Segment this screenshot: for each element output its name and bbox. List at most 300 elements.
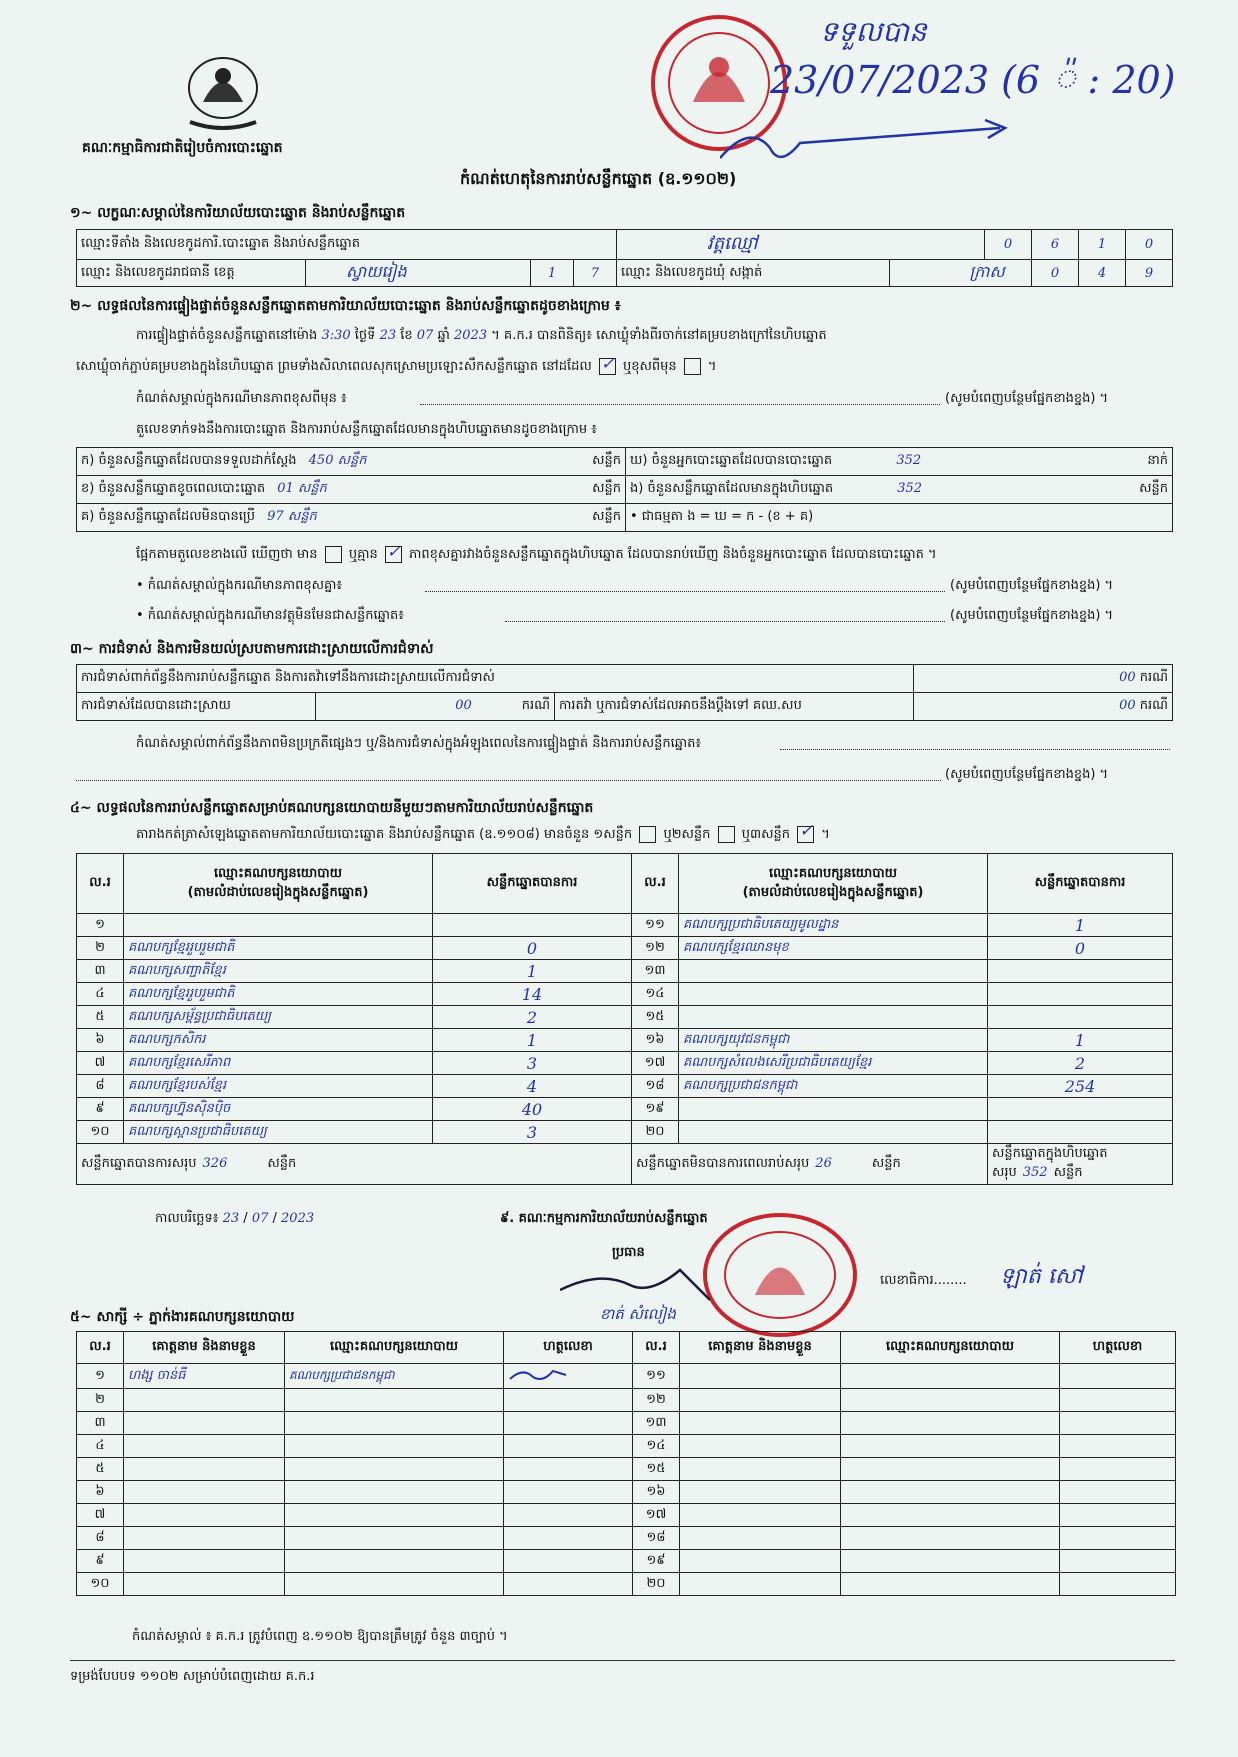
col-header: ឈ្មោះគណបក្សនយោបាយ xyxy=(285,1332,504,1364)
party-name: គណបក្សខ្មែរបស់ខ្មែរ xyxy=(124,1075,433,1098)
row-no: ១៨ xyxy=(632,1075,679,1098)
objection-table xyxy=(76,664,1173,721)
row-no: ១៣ xyxy=(633,1412,680,1435)
witness-party xyxy=(841,1412,1060,1435)
witness-party xyxy=(285,1412,504,1435)
chair-signature xyxy=(560,1260,720,1310)
text: សន្លឹកឆ្នោតបានការសរុប xyxy=(81,1155,197,1171)
row-no: ១១ xyxy=(632,914,679,937)
row-no: ២ xyxy=(77,937,124,960)
table-row xyxy=(77,937,1173,960)
irregularity-note: កំណត់សម្គាល់ពាក់ព័ន្ធនឹងភាពមិនប្រក្រតីផ្សេងៗ ឬ/និងការជំទាស់ក្នុងអំឡុងពេលនៃការផ្ទៀងផ្ទាត់ និងការរាប់សន្លឹកឆ្នោត៖ xyxy=(136,736,702,751)
vote-count: 1 xyxy=(433,960,632,983)
signature-cell xyxy=(504,1364,633,1389)
witness-name xyxy=(124,1389,285,1412)
col-header-party xyxy=(679,854,988,914)
form-footer: ទម្រង់បែបបទ ១១០២ សម្រាប់បំពេញដោយ គ.ក.រ xyxy=(70,1669,315,1684)
party-name xyxy=(124,914,433,937)
signature-cell xyxy=(504,1435,633,1458)
text: ។ គ.ក.រ បានពិនិត្យ៖ សោឃ្លុំទាំងពីរចាក់នៅគម្របខាងក្រៅនៃហិបឆ្នោត xyxy=(491,328,827,343)
year-value: 2023 xyxy=(454,328,488,343)
commune-label: ឈ្មោះ និងលេខកូដឃុំ សង្កាត់ xyxy=(617,260,890,287)
section3-heading: ៣~ ការជំទាស់ និងការមិនយល់ស្របតាមការដោះស្រាយលើការជំទាស់ xyxy=(70,641,434,657)
section1-heading: ១~ លក្ខណៈសម្គាល់នៃការិយាល័យបោះឆ្នោត និងរាប់សន្លឹកឆ្នោត xyxy=(70,205,406,221)
signature-cell xyxy=(504,1527,633,1550)
row-no: ១១ xyxy=(633,1364,680,1389)
figures-intro: តួលេខទាក់ទងនឹងការបោះឆ្នោត និងការរាប់សន្លឹកឆ្នោតដែលមានក្នុងហិបឆ្នោតមានដូចខាងក្រោម ៖ xyxy=(136,422,597,437)
row-no: ២ xyxy=(77,1389,124,1412)
fill-hint: (សូមបំពេញបន្ថែមផ្នែកខាងខ្នង) ។ xyxy=(945,391,1109,406)
text: ឬ៣សន្លឹក xyxy=(741,827,790,842)
dotted-line xyxy=(425,577,945,592)
witness-name xyxy=(680,1481,841,1504)
different-checkbox[interactable] xyxy=(684,358,701,375)
committee-label: ៩. គណៈកម្មការការិយាល័យរាប់សន្លឹកឆ្នោត xyxy=(500,1211,708,1226)
text: ង) ចំនួនសន្លឹកឆ្នោតដែលមានក្នុងហិបឆ្នោត xyxy=(630,481,834,496)
row-no: ៥ xyxy=(77,1006,124,1029)
appeal-count xyxy=(914,693,1173,721)
vote-count xyxy=(988,1098,1173,1121)
party-name: គណបក្សខ្មែររួបរួមជាតិ xyxy=(124,983,433,1006)
row-no: ១៦ xyxy=(633,1481,680,1504)
witness-party xyxy=(841,1481,1060,1504)
text: តារាងកត់ត្រាសំឡេងឆ្នោតតាមការិយាល័យបោះឆ្នោត និងរាប់សន្លឹកឆ្នោត (ឧ.១១០៨) មានចំនួន ១សន្លឹក xyxy=(136,827,633,842)
row-no: ១៦ xyxy=(632,1029,679,1052)
text: សន្លឹក xyxy=(592,509,621,524)
col-header: ល.រ xyxy=(632,854,679,914)
witness-name xyxy=(680,1412,841,1435)
witness-party xyxy=(841,1435,1060,1458)
text: នាក់ xyxy=(1147,453,1168,468)
province-label: ឈ្មោះ និងលេខកូដរាជធានី ខេត្ត xyxy=(77,260,306,287)
text: សន្លឹក xyxy=(592,453,621,468)
row-no: ១០ xyxy=(77,1121,124,1144)
row-no: ១៩ xyxy=(632,1098,679,1121)
footer-note: កំណត់សម្គាល់ ៖ គ.ក.រ ត្រូវបំពេញ ឧ.១១០២ ឱ្យបានត្រឹមត្រូវ ចំនួន ៣ច្បាប់ ។ xyxy=(132,1629,508,1644)
party-name: គណបក្សប្រជាធិបតេយ្យមូលដ្ឋាន xyxy=(679,914,988,937)
party-name xyxy=(679,960,988,983)
vote-count: 254 xyxy=(988,1075,1173,1098)
table-row xyxy=(77,1052,1173,1075)
witness-name xyxy=(680,1504,841,1527)
total-invalid-value: 26 xyxy=(815,1155,832,1171)
witness-party xyxy=(285,1504,504,1527)
row-no: ៧ xyxy=(77,1052,124,1075)
witness-party: គណបក្សប្រជាជនកម្ពុជា xyxy=(285,1364,504,1389)
figures-row xyxy=(77,448,1173,476)
row-no: ១៤ xyxy=(632,983,679,1006)
party-name: គណបក្សខ្មែរសេរីភាព xyxy=(124,1052,433,1075)
text: ផ្អែកតាមតួលេខខាងលើ ឃើញថា មាន xyxy=(136,547,318,562)
bullet-note-2: • កំណត់សម្គាល់ក្នុងករណីមានវត្ថុមិនមែនជាសន្លឹកឆ្នោត៖ xyxy=(136,608,404,623)
witness-party xyxy=(841,1364,1060,1389)
table-row xyxy=(77,1435,1176,1458)
footer-rule xyxy=(70,1660,1175,1661)
row-no: ៨ xyxy=(77,1527,124,1550)
vote-count: 1 xyxy=(433,1029,632,1052)
count-date: កាលបរិច្ឆេទ៖ 23 / 07 / 2023 xyxy=(155,1211,315,1226)
row-no: ២០ xyxy=(633,1573,680,1596)
total-valid-value: 326 xyxy=(202,1155,228,1171)
text: ឈ្មោះគណបក្សនយោបាយ xyxy=(214,865,342,881)
text: (តាមលំដាប់លេខរៀងក្នុងសន្លឹកឆ្នោត) xyxy=(187,884,369,900)
section2-para2: សោឃ្លុំចាក់ភ្ជាប់គម្របខាងក្នុងនៃហិបឆ្នោត ព្រមទាំងសិលាពេលសុកស្រោមប្រឡោះសឹកសន្លឹកឆ្នោត នៅដដែល ✓ ឬខុសពីមុន ។ xyxy=(76,354,717,374)
signature-cell xyxy=(504,1573,633,1596)
party-name xyxy=(679,1098,988,1121)
row-no: ៩ xyxy=(77,1098,124,1121)
table-row xyxy=(77,914,1173,937)
text: ក) ចំនួនសន្លឹកឆ្នោតដែលបានទទួលដាក់ស្តែង xyxy=(81,453,297,468)
signature-cell xyxy=(504,1550,633,1573)
signature-cell xyxy=(1060,1412,1176,1435)
signature-cell xyxy=(1060,1435,1176,1458)
signature-cell xyxy=(504,1458,633,1481)
resolved-label: ការជំទាស់ដែលបានដោះស្រាយ xyxy=(77,693,316,721)
date-month: 07 xyxy=(251,1211,269,1226)
figure-value: 352 xyxy=(897,481,923,496)
emblem-logo xyxy=(178,52,268,134)
code-digit: 1 xyxy=(1079,230,1126,260)
table-row xyxy=(77,1121,1173,1144)
secretary-label: លេខាធិការ........ xyxy=(880,1273,967,1288)
vote-count: 3 xyxy=(433,1121,632,1144)
col-header: ល.រ xyxy=(77,1332,124,1364)
total-valid xyxy=(77,1144,632,1185)
signature-cell xyxy=(504,1481,633,1504)
date-year: 2023 xyxy=(281,1211,315,1226)
text: ខ) ចំនួនសន្លឹកឆ្នោតខូចពេលបោះឆ្នោត xyxy=(81,481,266,496)
col-header: សន្លឹកឆ្នោតបានការ xyxy=(433,854,632,914)
pen-stroke xyxy=(720,118,1020,178)
section2-heading: ២~ លទ្ធផលនៃការផ្ទៀងផ្ទាត់ចំនួនសន្លឹកឆ្នោតតាមការិយាល័យបោះឆ្នោត និងរាប់សន្លឹកឆ្នោតដូចខាងក្រោម ៖ xyxy=(70,298,621,314)
text: ករណី xyxy=(1139,698,1168,713)
party-name: គណបក្សកសិករ xyxy=(124,1029,433,1052)
two-sheet-checkbox[interactable] xyxy=(718,826,735,843)
party-name: គណបក្សយុវជនកម្ពុជា xyxy=(679,1029,988,1052)
row-no: ១០ xyxy=(77,1573,124,1596)
location-value: វត្តឈ្មៅ xyxy=(617,230,985,260)
text: ភាពខុសគ្នារវាងចំនួនសន្លឹកឆ្នោតក្នុងហិបឆ្នោត ដែលបានរាប់ឃើញ និងចំនួនអ្នកបោះឆ្នោត ដែលបានបោះឆ្នោត ។ xyxy=(409,547,937,562)
org-name: គណៈកម្មាធិការជាតិរៀបចំការបោះឆ្នោត xyxy=(82,140,283,156)
witness-party xyxy=(285,1573,504,1596)
witness-name xyxy=(124,1458,285,1481)
code-digit: 4 xyxy=(1079,260,1126,287)
col-header: ល.រ xyxy=(633,1332,680,1364)
text: សន្លឹក xyxy=(1053,1165,1083,1180)
text: លេខាធិការ xyxy=(880,1273,934,1288)
diff-note-label: កំណត់សម្គាល់ក្នុងករណីមានភាពខុសពីមុន ៖ xyxy=(136,391,347,406)
witness-name xyxy=(124,1435,285,1458)
vote-count: 14 xyxy=(433,983,632,1006)
count-value: 00 xyxy=(455,698,472,713)
witness-signature xyxy=(508,1365,568,1383)
dotted-line xyxy=(780,735,1170,750)
signature-cell xyxy=(1060,1550,1176,1573)
month-value: 07 xyxy=(416,328,434,343)
figures-table xyxy=(76,447,1173,532)
party-name: គណបក្សសញ្ជាតិខ្មែរ xyxy=(124,960,433,983)
fill-hint: (សូមបំពេញបន្ថែមផ្នែកខាងខ្នង) ។ xyxy=(945,767,1109,782)
text: សោឃ្លុំចាក់ភ្ជាប់គម្របខាងក្នុងនៃហិបឆ្នោត ព្រមទាំងសិលាពេលសុកស្រោមប្រឡោះសឹកសន្លឹកឆ្នោត នៅដដែល xyxy=(76,359,592,374)
table-row xyxy=(77,1098,1173,1121)
text: ឬគ្មាន xyxy=(348,547,378,562)
row-no: ៦ xyxy=(77,1481,124,1504)
witness-name xyxy=(680,1573,841,1596)
witness-name xyxy=(124,1481,285,1504)
row-no: ៤ xyxy=(77,983,124,1006)
results-table xyxy=(76,853,1173,1185)
bullet-note-1: • កំណត់សម្គាល់ក្នុងករណីមានភាពខុសគ្នា៖ xyxy=(136,578,343,593)
signature-cell xyxy=(1060,1458,1176,1481)
witness-party xyxy=(285,1481,504,1504)
dotted-line xyxy=(76,766,941,781)
total-invalid xyxy=(632,1144,988,1185)
witness-party xyxy=(841,1504,1060,1527)
figures-row xyxy=(77,476,1173,504)
row-no: ១៥ xyxy=(632,1006,679,1029)
signature-cell xyxy=(1060,1389,1176,1412)
vote-count: 0 xyxy=(433,937,632,960)
signature-cell xyxy=(504,1412,633,1435)
row-no: ១៧ xyxy=(632,1052,679,1075)
code-digit: 0 xyxy=(1032,260,1079,287)
witness-name xyxy=(680,1364,841,1389)
row-no: ៤ xyxy=(77,1435,124,1458)
row-no: ២០ xyxy=(632,1121,679,1144)
figures-row xyxy=(77,504,1173,532)
figure-left xyxy=(77,504,626,532)
row-no: ៥ xyxy=(77,1458,124,1481)
witness-name xyxy=(680,1550,841,1573)
witness-name xyxy=(124,1412,285,1435)
figure-value: 352 xyxy=(896,453,922,468)
witness-name xyxy=(680,1527,841,1550)
total-box-value: 352 xyxy=(1022,1165,1048,1180)
col-header: ហត្ថលេខា xyxy=(504,1332,633,1364)
figure-left xyxy=(77,448,626,476)
text: ករណី xyxy=(521,698,550,713)
dotted-line xyxy=(505,607,945,622)
witness-name xyxy=(124,1504,285,1527)
same-checkbox[interactable]: ✓ xyxy=(600,354,615,373)
vote-count: 0 xyxy=(988,937,1173,960)
no-diff-checkbox[interactable]: ✓ xyxy=(386,542,401,561)
row-no: ១៥ xyxy=(633,1458,680,1481)
count-value: 00 xyxy=(1119,698,1136,713)
witness-table xyxy=(76,1331,1176,1596)
secretary-name: ឡាត់ សៅ xyxy=(1000,1264,1083,1289)
page-title: កំណត់ហេតុនៃការរាប់សន្លឹកឆ្នោត (ឧ.១១០២) xyxy=(460,169,737,188)
witness-party xyxy=(841,1573,1060,1596)
text: សន្លឹកឆ្នោតក្នុងហិបឆ្នោតសរុប xyxy=(992,1146,1108,1180)
party-name: គណបក្សសម្ព័ន្ធប្រជាធិបតេយ្យ xyxy=(124,1006,433,1029)
vote-count xyxy=(988,1006,1173,1029)
resolved-count xyxy=(316,693,555,721)
row-no: ១២ xyxy=(633,1389,680,1412)
text: ករណី xyxy=(1139,670,1168,685)
objection-label: ការជំទាស់ពាក់ព័ន្ធនឹងការរាប់សន្លឹកឆ្នោត និងការតវ៉ាទៅនឹងការដោះស្រាយលើការជំទាស់ xyxy=(77,665,914,693)
signature-cell xyxy=(1060,1573,1176,1596)
party-name: គណបក្សសំលេងសេរីប្រជាធិបតេយ្យខ្មែរ xyxy=(679,1052,988,1075)
row-no: ១២ xyxy=(632,937,679,960)
witness-name xyxy=(680,1458,841,1481)
party-name: គណបក្សហ្វ៊ុនស៊ិនប៉ិច xyxy=(124,1098,433,1121)
signature-cell xyxy=(1060,1527,1176,1550)
text: • ជាធម្មតា ង = ឃ = ក - (ខ + គ) xyxy=(630,509,814,524)
witness-name xyxy=(124,1573,285,1596)
witness-name: ហង្ស ចាន់ធី xyxy=(124,1364,285,1389)
vote-count: 4 xyxy=(433,1075,632,1098)
section1-table xyxy=(76,229,1173,287)
location-label: ឈ្មោះទីតាំង និងលេខកូដការិ.បោះឆ្នោត និងរាប់សន្លឹកឆ្នោត xyxy=(77,230,617,260)
row-no: ៣ xyxy=(77,1412,124,1435)
figure-right xyxy=(626,504,1173,532)
table-row xyxy=(77,1550,1176,1573)
row-no: ៣ xyxy=(77,960,124,983)
table-row xyxy=(77,960,1173,983)
text: ឬ២សន្លឹក xyxy=(663,827,711,842)
witness-name xyxy=(124,1550,285,1573)
vote-count: 40 xyxy=(433,1098,632,1121)
day-value: 23 xyxy=(379,328,397,343)
text: ថ្ងៃទី xyxy=(354,328,376,343)
text: សន្លឹក xyxy=(871,1155,901,1171)
count-value: 00 xyxy=(1119,670,1136,685)
province-value: ស្វាយរៀង xyxy=(306,260,531,287)
text: សន្លឹក xyxy=(592,481,621,496)
handwritten-date: 23/07/2023 (6 ៉ : 20) xyxy=(770,58,1176,102)
red-seal-bottom xyxy=(700,1210,860,1340)
witness-party xyxy=(841,1458,1060,1481)
vote-count xyxy=(988,1121,1173,1144)
signature-cell xyxy=(504,1389,633,1412)
text: (តាមលំដាប់លេខរៀងក្នុងសន្លឹកឆ្នោត) xyxy=(742,884,924,900)
figure-left xyxy=(77,476,626,504)
col-header: ល.រ xyxy=(77,854,124,914)
code-digit: 9 xyxy=(1126,260,1173,287)
row-no: ៦ xyxy=(77,1029,124,1052)
handwritten-note: ទទួលបាន xyxy=(820,15,927,48)
witness-party xyxy=(841,1527,1060,1550)
diff-check-line xyxy=(136,542,937,565)
signature-cell xyxy=(504,1504,633,1527)
text: ខែ xyxy=(400,328,413,343)
text: សន្លឹក xyxy=(267,1155,297,1171)
total-box xyxy=(988,1144,1173,1185)
table-row xyxy=(77,1412,1176,1435)
table-row xyxy=(77,1389,1176,1412)
party-name: គណបក្សខ្មែររួបរួមជាតិ xyxy=(124,937,433,960)
row-no: ៧ xyxy=(77,1504,124,1527)
table-row xyxy=(77,1029,1173,1052)
section4-heading: ៤~ លទ្ធផលនៃការរាប់សន្លឹកឆ្នោតសម្រាប់គណបក្សនយោបាយនីមួយៗតាមការិយាល័យរាប់សន្លឹកឆ្នោត xyxy=(70,800,594,816)
tally-sheet-line: តារាងកត់ត្រាសំឡេងឆ្នោតតាមការិយាល័យបោះឆ្នោត និងរាប់សន្លឹកឆ្នោត (ឧ.១១០៨) មានចំនួន ១សន្លឹក ឬ២សន្លឹក ឬ៣សន្លឹក ✓ ។ xyxy=(136,821,830,842)
col-header: ហត្ថលេខា xyxy=(1060,1332,1176,1364)
witness-name xyxy=(124,1527,285,1550)
row-no: ១៨ xyxy=(633,1527,680,1550)
text: ការផ្ទៀងផ្ទាត់ចំនួនសន្លឹកឆ្នោតនៅម៉ោង xyxy=(136,328,318,343)
chair-name: ខាត់ សំលៀង xyxy=(600,1305,676,1323)
vote-count: 2 xyxy=(433,1006,632,1029)
witness-party xyxy=(285,1550,504,1573)
signature-cell xyxy=(1060,1364,1176,1389)
witness-name xyxy=(680,1389,841,1412)
text: សន្លឹក xyxy=(1139,481,1168,496)
witness-name xyxy=(680,1435,841,1458)
vote-count: 3 xyxy=(433,1052,632,1075)
chair-label: ប្រធាន xyxy=(612,1245,645,1260)
appeal-label: ការតវ៉ា ឬការជំទាស់ដែលអាចនឹងប្តឹងទៅ គឈ.សប xyxy=(555,693,914,721)
party-name: គណបក្សប្រជាជនកម្ពុជា xyxy=(679,1075,988,1098)
one-sheet-checkbox[interactable] xyxy=(639,826,656,843)
vote-count: 1 xyxy=(988,1029,1173,1052)
col-header: ឈ្មោះគណបក្សនយោបាយ xyxy=(841,1332,1060,1364)
row-no: ៨ xyxy=(77,1075,124,1098)
commune-value: ក្រាស xyxy=(889,260,1032,287)
signature-cell xyxy=(1060,1481,1176,1504)
row-no: ១៩ xyxy=(633,1550,680,1573)
vote-count xyxy=(988,960,1173,983)
code-digit: 1 xyxy=(531,260,574,287)
row-no: ៩ xyxy=(77,1550,124,1573)
table-row xyxy=(77,983,1173,1006)
row-no: ១៣ xyxy=(632,960,679,983)
witness-party xyxy=(285,1458,504,1481)
col-header: គោត្តនាម និងនាមខ្លួន xyxy=(124,1332,285,1364)
witness-party xyxy=(285,1389,504,1412)
text: កាលបរិច្ឆេទ៖ xyxy=(155,1211,219,1226)
row-no: ១៤ xyxy=(633,1435,680,1458)
code-digit: 0 xyxy=(985,230,1032,260)
table-row xyxy=(77,1481,1176,1504)
figure-value: 01 សន្លឹក xyxy=(277,481,327,496)
signature-cell xyxy=(1060,1504,1176,1527)
time-value: 3:30 xyxy=(321,328,351,343)
objection-count xyxy=(914,665,1173,693)
party-name xyxy=(679,1006,988,1029)
code-digit: 6 xyxy=(1032,230,1079,260)
col-header: សន្លឹកឆ្នោតបានការ xyxy=(988,854,1173,914)
fill-hint: (សូមបំពេញបន្ថែមផ្នែកខាងខ្នង) ។ xyxy=(950,578,1114,593)
vote-count xyxy=(988,983,1173,1006)
section2-para1 xyxy=(136,327,1186,346)
party-name: គណបក្សខ្មែរឈានមុខ xyxy=(679,937,988,960)
section5-heading: ៥~ សាក្សី ÷ ភ្នាក់ងារគណបក្សនយោបាយ xyxy=(70,1309,295,1325)
row-no: ១៧ xyxy=(633,1504,680,1527)
table-row xyxy=(77,1006,1173,1029)
diff-note-line xyxy=(420,390,940,405)
has-diff-checkbox[interactable] xyxy=(325,546,342,563)
witness-party xyxy=(285,1435,504,1458)
figure-right xyxy=(626,448,1173,476)
code-digit: 7 xyxy=(574,260,617,287)
text: គ) ចំនួនសន្លឹកឆ្នោតដែលមិនបានប្រើ xyxy=(81,509,255,524)
three-sheet-checkbox[interactable]: ✓ xyxy=(799,821,814,841)
table-row xyxy=(77,1075,1173,1098)
row-no: ១ xyxy=(77,914,124,937)
witness-party xyxy=(285,1527,504,1550)
vote-count xyxy=(433,914,632,937)
vote-count: 2 xyxy=(988,1052,1173,1075)
text: សន្លឹកឆ្នោតមិនបានការពេលរាប់សរុប xyxy=(636,1155,810,1171)
party-name: គណបក្សស្ពានប្រជាធិបតេយ្យ xyxy=(124,1121,433,1144)
figure-value: 97 សន្លឹក xyxy=(267,509,317,524)
code-digit: 0 xyxy=(1126,230,1173,260)
table-row xyxy=(77,1573,1176,1596)
figure-right xyxy=(626,476,1173,504)
text: ឈ្មោះគណបក្សនយោបាយ xyxy=(769,865,897,881)
table-row xyxy=(77,1504,1176,1527)
